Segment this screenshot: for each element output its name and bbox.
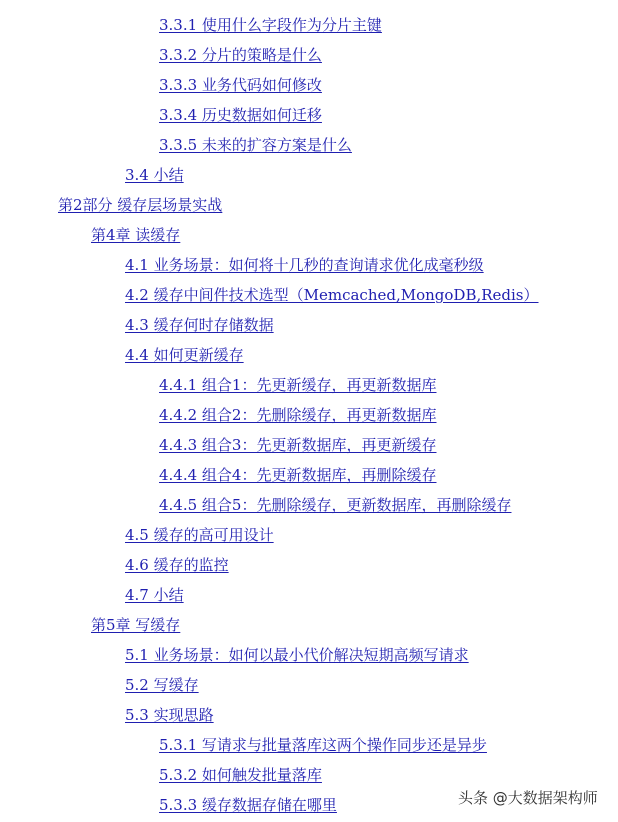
toc-link[interactable]: 3.4 小结 — [125, 166, 184, 184]
watermark: 头条 @大数据架构师 — [458, 789, 598, 807]
toc-item-chapter-5 — [91, 610, 180, 640]
toc-item-3-3-3 — [159, 70, 322, 100]
toc-item-4-4-5 — [159, 490, 511, 520]
toc-item-3-4 — [125, 160, 184, 190]
toc-item-3-3-1 — [159, 10, 382, 40]
toc-item-3-3-2 — [159, 40, 322, 70]
toc-link[interactable]: 3.3.4 历史数据如何迁移 — [159, 106, 322, 124]
toc-item-4-6 — [125, 550, 229, 580]
toc-item-5-1 — [125, 640, 469, 670]
toc-link[interactable]: 5.3.3 缓存数据存储在哪里 — [159, 796, 337, 814]
toc-link[interactable]: 第4章 读缓存 — [91, 226, 181, 244]
toc-item-5-3-3 — [159, 790, 337, 820]
toc-link[interactable]: 3.3.1 使用什么字段作为分片主键 — [159, 16, 382, 34]
toc-link[interactable]: 4.4.4 组合4：先更新数据库，再删除缓存 — [159, 466, 437, 484]
toc-item-4-7 — [125, 580, 184, 610]
toc-link[interactable]: 4.3 缓存何时存储数据 — [125, 316, 274, 334]
toc-link[interactable]: 3.3.2 分片的策略是什么 — [159, 46, 322, 64]
toc-item-4-4 — [125, 340, 244, 370]
toc-link[interactable]: 4.4.5 组合5：先删除缓存，更新数据库，再删除缓存 — [159, 496, 512, 514]
toc-link[interactable]: 5.3.2 如何触发批量落库 — [159, 766, 322, 784]
toc-item-4-2 — [125, 280, 539, 310]
toc-item-5-2 — [125, 670, 199, 700]
toc-item-4-4-2 — [159, 400, 436, 430]
toc-link[interactable]: 4.1 业务场景：如何将十几秒的查询请求优化成毫秒级 — [125, 256, 484, 274]
toc-link[interactable]: 4.2 缓存中间件技术选型（Memcached,MongoDB,Redis） — [125, 286, 539, 304]
toc-item-4-3 — [125, 310, 274, 340]
toc-item-5-3-1 — [159, 730, 487, 760]
toc-item-5-3-2 — [159, 760, 322, 790]
toc-item-part-2 — [58, 190, 222, 220]
toc-item-4-4-1 — [159, 370, 436, 400]
toc-link[interactable]: 4.4.3 组合3：先更新数据库，再更新缓存 — [159, 436, 437, 454]
toc-item-3-3-5 — [159, 130, 352, 160]
toc-link[interactable]: 4.6 缓存的监控 — [125, 556, 229, 574]
toc-link[interactable]: 第5章 写缓存 — [91, 616, 181, 634]
toc-item-3-3-4 — [159, 100, 322, 130]
toc-link[interactable]: 4.7 小结 — [125, 586, 184, 604]
toc-item-5-3 — [125, 700, 214, 730]
toc-link[interactable]: 5.3.1 写请求与批量落库这两个操作同步还是异步 — [159, 736, 487, 754]
toc-item-4-1 — [125, 250, 484, 280]
toc-link[interactable]: 4.4.2 组合2：先删除缓存，再更新数据库 — [159, 406, 437, 424]
toc-link[interactable]: 4.4.1 组合1：先更新缓存，再更新数据库 — [159, 376, 437, 394]
toc-item-4-5 — [125, 520, 274, 550]
toc-link[interactable]: 4.5 缓存的高可用设计 — [125, 526, 274, 544]
toc-link[interactable]: 5.1 业务场景：如何以最小代价解决短期高频写请求 — [125, 646, 469, 664]
toc-item-4-4-4 — [159, 460, 436, 490]
toc-link[interactable]: 3.3.5 未来的扩容方案是什么 — [159, 136, 352, 154]
toc-link[interactable]: 3.3.3 业务代码如何修改 — [159, 76, 322, 94]
toc-link[interactable]: 4.4 如何更新缓存 — [125, 346, 244, 364]
toc-link[interactable]: 第2部分 缓存层场景实战 — [58, 196, 223, 214]
toc-item-chapter-4 — [91, 220, 180, 250]
toc-link[interactable]: 5.2 写缓存 — [125, 676, 199, 694]
toc-link[interactable]: 5.3 实现思路 — [125, 706, 214, 724]
toc-item-4-4-3 — [159, 430, 436, 460]
